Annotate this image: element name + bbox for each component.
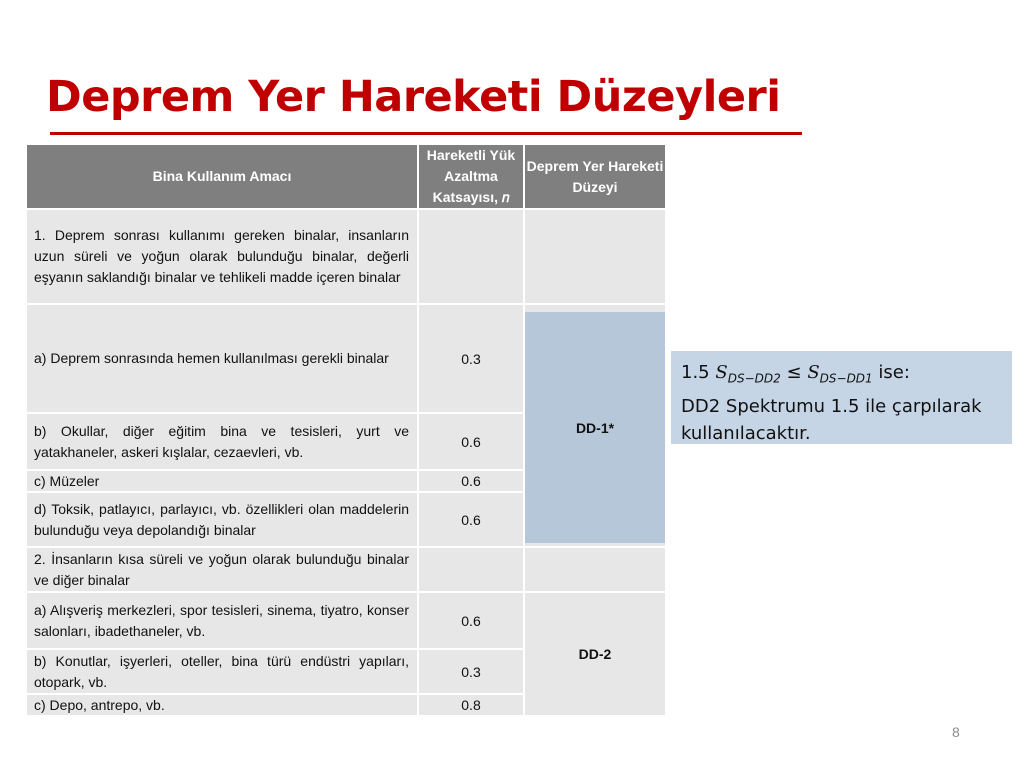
table-row-purpose: c) Müzeler — [27, 471, 417, 491]
table-row-purpose: 1. Deprem sonrası kullanımı gereken binalar, insanların uzun süreli ve yoğun olarak bulunduğu binalar, değerli eşyanın saklandığı binalar ve tehlikeli madde içeren binalar — [27, 210, 417, 303]
table-row-coefficient: 0.6 — [419, 471, 523, 491]
building-usage-table — [27, 145, 665, 715]
title-underline — [50, 132, 802, 135]
table-row-coefficient — [419, 548, 523, 591]
slide-title: Deprem Yer Hareketi Düzeyleri — [46, 72, 781, 122]
page-number: 8 — [952, 724, 960, 740]
callout-line3: kullanılacaktır. — [681, 422, 811, 444]
table-row-purpose: c) Depo, antrepo, vb. — [27, 695, 417, 715]
table-row-coefficient — [419, 210, 523, 303]
table-row-purpose: d) Toksik, patlayıcı, parlayıcı, vb. özellikleri olan maddelerin bulunduğu veya depolandığı binalar — [27, 493, 417, 546]
table-row-coefficient: 0.3 — [419, 650, 523, 693]
header-purpose: Bina Kullanım Amacı — [27, 145, 417, 208]
header-coefficient: Hareketli Yük Azaltma Katsayısı, 𝑛 — [419, 145, 523, 208]
table-row-coefficient: 0.6 — [419, 593, 523, 648]
table-row-level-empty — [525, 210, 665, 303]
table-row-coefficient: 0.3 — [419, 305, 523, 412]
header-level: Deprem Yer Hareketi Düzeyi — [525, 145, 665, 208]
table-row-purpose: b) Okullar, diğer eğitim bina ve tesisleri, yurt ve yatakhaneler, askeri kışlalar, cezaevleri, vb. — [27, 414, 417, 469]
callout-condition: 1.5 $S_{DS-DD2} \le S_{DS-DD1}$ ise: — [681, 362, 910, 386]
spectrum-note-callout — [671, 351, 1012, 444]
callout-line2: DD2 Spektrumu 1.5 ile çarpılarak — [681, 395, 982, 417]
table-row-purpose: a) Deprem sonrasında hemen kullanılması gerekli binalar — [27, 305, 417, 412]
table-row-coefficient: 0.8 — [419, 695, 523, 715]
table-row-purpose: 2. İnsanların kısa süreli ve yoğun olarak bulunduğu binalar ve diğer binalar — [27, 548, 417, 591]
table-row-coefficient: 0.6 — [419, 414, 523, 469]
table-row-coefficient: 0.6 — [419, 493, 523, 546]
level-dd1-cell: DD-1* — [525, 312, 665, 543]
table-row-level-empty — [525, 548, 665, 591]
table-row-purpose: a) Alışveriş merkezleri, spor tesisleri, sinema, tiyatro, konser salonları, ibadethaneler, vb. — [27, 593, 417, 648]
level-dd2-cell: DD-2 — [525, 593, 665, 715]
table-row-purpose: b) Konutlar, işyerleri, oteller, bina türü endüstri yapıları, otopark, vb. — [27, 650, 417, 693]
